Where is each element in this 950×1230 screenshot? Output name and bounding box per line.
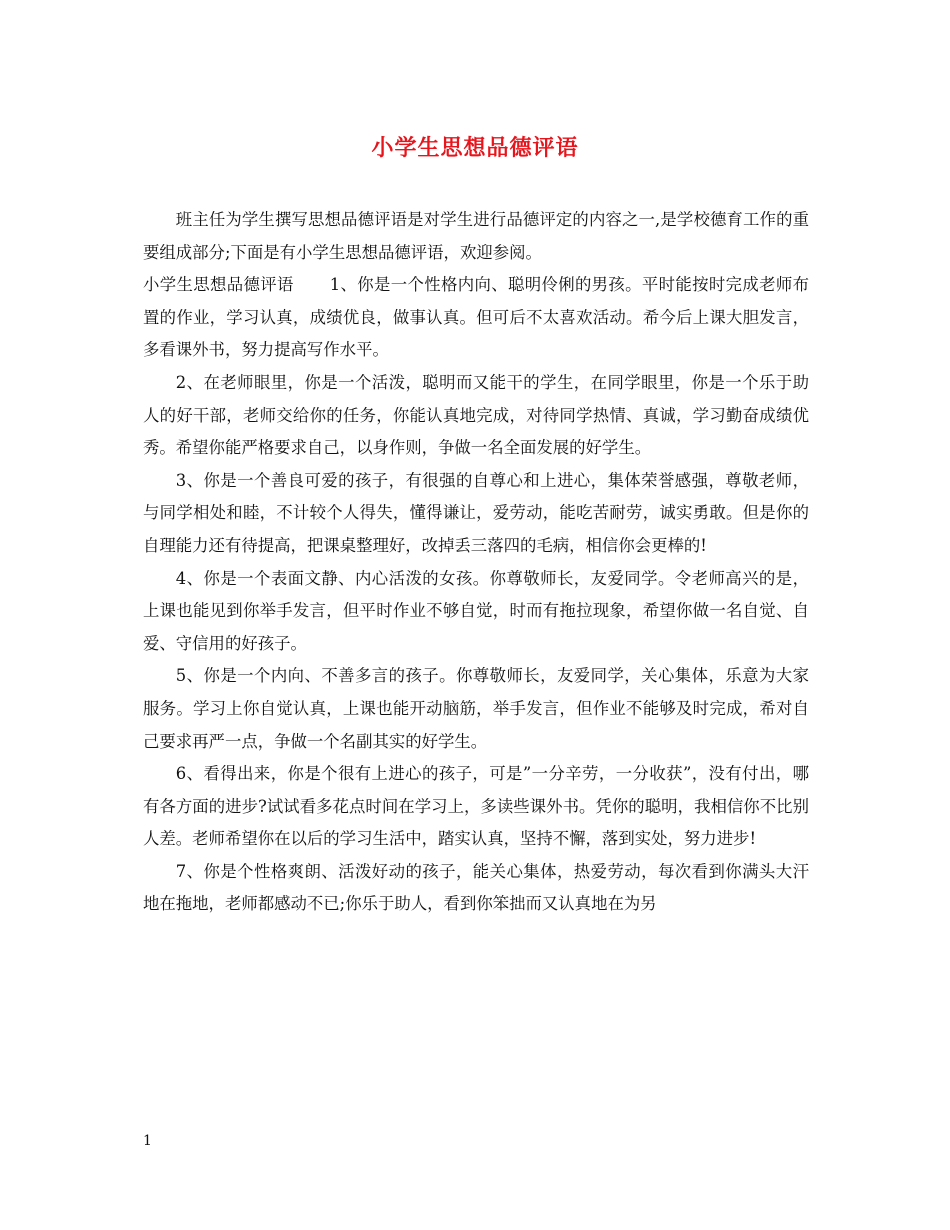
intro-paragraph: 班主任为学生撰写思想品德评语是对学生进行品德评定的内容之一,是学校德育工作的重要组成部分;下面是有小学生思想品德评语，欢迎参阅。 [143, 210, 809, 262]
page-number: 1 [143, 1133, 152, 1149]
document-body [143, 204, 809, 921]
comment-paragraph-1 [143, 269, 809, 367]
comment-paragraph-5: 5、你是一个内向、不善多言的孩子。你尊敬师长，友爱同学，关心集体，乐意为大家服务。学习上你自觉认真，上课也能开动脑筋，举手发言，但作业不能够及时完成，希对自己要求再严一点，争做一个名副其实的好学生。 [143, 666, 809, 751]
comment-paragraph-3: 3、你是一个善良可爱的孩子，有很强的自尊心和上进心，集体荣誉感强，尊敬老师，与同学相处和睦，不计较个人得失，懂得谦让，爱劳动，能吃苦耐劳，诚实勇敢。但是你的自理能力还有待提高，把课桌整理好，改掉丢三落四的毛病，相信你会更棒的! [143, 470, 809, 555]
section-heading: 小学生思想品德评语 [143, 275, 294, 295]
comment-paragraph-7: 7、你是个性格爽朗、活泼好动的孩子，能关心集体，热爱劳动，每次看到你满头大汗地在拖地，老师都感动不已;你乐于助人，看到你笨拙而又认真地在为另 [143, 861, 809, 914]
comment-paragraph-2: 2、在老师眼里，你是一个活泼，聪明而又能干的学生，在同学眼里，你是一个乐于助人的好干部，老师交给你的任务，你能认真地完成，对待同学热情、真诚，学习勤奋成绩优秀。希望你能严格要求自己，以身作则，争做一名全面发展的好学生。 [143, 372, 809, 458]
document-title: 小学生思想品德评语 [371, 135, 579, 161]
comment-paragraph-4: 4、你是一个表面文静、内心活泼的女孩。你尊敬师长，友爱同学。令老师高兴的是，上课也能见到你举手发言，但平时作业不够自觉，时而有拖拉现象，希望你做一名自觉、自爱、守信用的好孩子。 [143, 568, 809, 653]
comment-paragraph-6: 6、看得出来，你是个很有上进心的孩子，可是”一分辛劳，一分收获”，没有付出，哪有各方面的进步?试试看多花点时间在学习上，多读些课外书。凭你的聪明，我相信你不比别人差。老师希望你在以后的学习生活中，踏实认真，坚持不懈，落到实处，努力进步! [143, 764, 809, 849]
comment-text-1: 1、你是一个性格内向、聪明伶俐的男孩。平时能按时完成老师布置的作业，学习认真，成绩优良，做事认真。但可后不太喜欢活动。希今后上课大胆发言，多看课外书，努力提高写作水平。 [143, 275, 809, 360]
